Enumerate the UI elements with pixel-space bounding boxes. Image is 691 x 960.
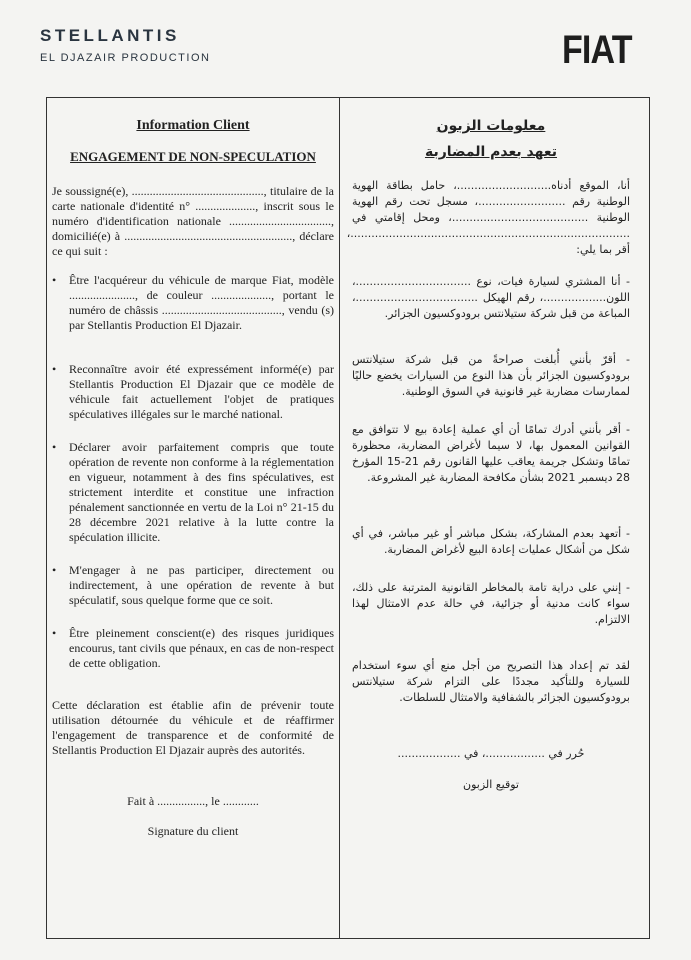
fr-item-3: • Déclarer avoir parfaitement compris que toute opération de revente non conforme à la réglementation en vigueur, notamment à des fins spéculatives, est strictement interdite et constitue une infraction pénalement sanctionnée en vertu de la Loi n° 21-15 du 28 décembre 2021 relative à la lutte contre la spéculation illicite. <box>52 440 334 545</box>
arabic-column <box>346 118 630 793</box>
ar-closing: لقد تم إعداد هذا التصريح من أجل منع أي سوء استخدام للسيارة وللتأكيد مجددًا على التزام شركة ستيلانتس برودوكسيون الجزائر بالشفافية والامتثال للسلطات. <box>352 659 630 704</box>
ar-place-date: حُرر في .................، في .................. <box>397 747 585 760</box>
fr-item-1: • Être l'acquéreur du véhicule de marque Fiat, modèle ......................, de couleur ...................., portant le numéro de châssis ........................................, vendu (s) par Stellantis Production El Djazair. <box>52 273 334 333</box>
fr-subtitle: ENGAGEMENT DE NON-SPECULATION <box>70 149 316 164</box>
brand-name: STELLANTIS <box>40 26 180 45</box>
fr-item-2: • Reconnaître avoir été expressément informé(e) par Stellantis Production El Djazair que ce modèle de véhicule fait actuellement l'objet de pratiques spéculatives illégales sur le marché national. <box>52 362 334 422</box>
ar-commitments-list <box>352 274 630 628</box>
fr-closing: Cette déclaration est établie afin de prévenir toute utilisation détournée du véhicule et de réaffirmer l'engagement de transparence et de conformité de Stellantis Production El Djazair auprès des autorités. <box>52 698 334 757</box>
fr-place-date: Fait à ................, le ............ <box>127 794 259 808</box>
ar-intro: أنا، الموقع أدناه...........................، حامل بطاقة الهوية الوطنية رقم .........................، مسجل تحت رقم الهوية الوطنية .......................................، ومحل إقامتي في ................................................................................، أقر بما يلي: <box>346 179 630 256</box>
ar-item-4: - أتعهد بعدم المشاركة، بشكل مباشر أو غير مباشر، في أي شكل من أشكال عمليات إعادة البيع لأغراض المضاربة. <box>352 527 630 556</box>
column-divider <box>339 97 340 939</box>
ar-item-2: - أقرّ بأنني أُبلغت صراحةً من قبل شركة ستيلانتس برودوكسيون الجزائر بأن هذا النوع من السيارات يخضع حاليًا لممارسات مضاربة غير قانونية في السوق الوطنية. <box>352 353 630 398</box>
fr-signature-label: Signature du client <box>147 824 239 838</box>
ar-title: معلومات الزبون <box>436 118 546 134</box>
fiat-logo: FIAT <box>562 28 632 72</box>
brand-subtitle: EL DJAZAIR PRODUCTION <box>40 52 211 64</box>
ar-item-1: - أنا المشتري لسيارة فيات، نوع .................................، اللون..................، رقم الهيكل ...................................، المباعة من قبل شركة ستيلانتس برودوكسيون الجزائر. <box>352 275 630 320</box>
ar-subtitle: تعهد بعدم المضاربة <box>424 144 558 160</box>
ar-item-5: - إنني على دراية تامة بالمخاطر القانونية المترتبة على ذلك، سواء كانت مدنية أو جزائية، في حالة عدم الامتثال لهذا الالتزام. <box>352 581 630 626</box>
fr-commitments-list <box>52 273 334 671</box>
french-column <box>52 118 334 839</box>
fr-title: Information Client <box>136 118 250 133</box>
fr-item-5: • Être pleinement conscient(e) des risques juridiques encourus, tant civils que pénaux, en cas de non-respect de cette obligation. <box>52 626 334 671</box>
stellantis-logo <box>40 26 210 64</box>
fr-item-4: • M'engager à ne pas participer, directement ou indirectement, à une opération de revente à but spéculatif, sous quelque forme que ce soit. <box>52 563 334 608</box>
ar-signature-label: توقيع الزبون <box>463 778 519 791</box>
ar-item-3: - أقر بأنني أدرك تمامًا أن أي عملية إعادة بيع لا تتوافق مع القوانين المعمول بها، لا سيما لأغراض المضاربة، محظورة تمامًا وتشكل جريمة يعاقب عليها القانون رقم 21-15 المؤرخ 28 ديسمبر 2021 بشأن مكافحة المضاربة غير المشروعة. <box>352 423 630 484</box>
fr-intro: Je soussigné(e), ............................................, titulaire de la carte nationale d'identité n° ...................., inscrit sous le numéro d'identification nationale .................................., domicilié(e) à ........................................................, déclare ce qui suit : <box>52 184 334 258</box>
